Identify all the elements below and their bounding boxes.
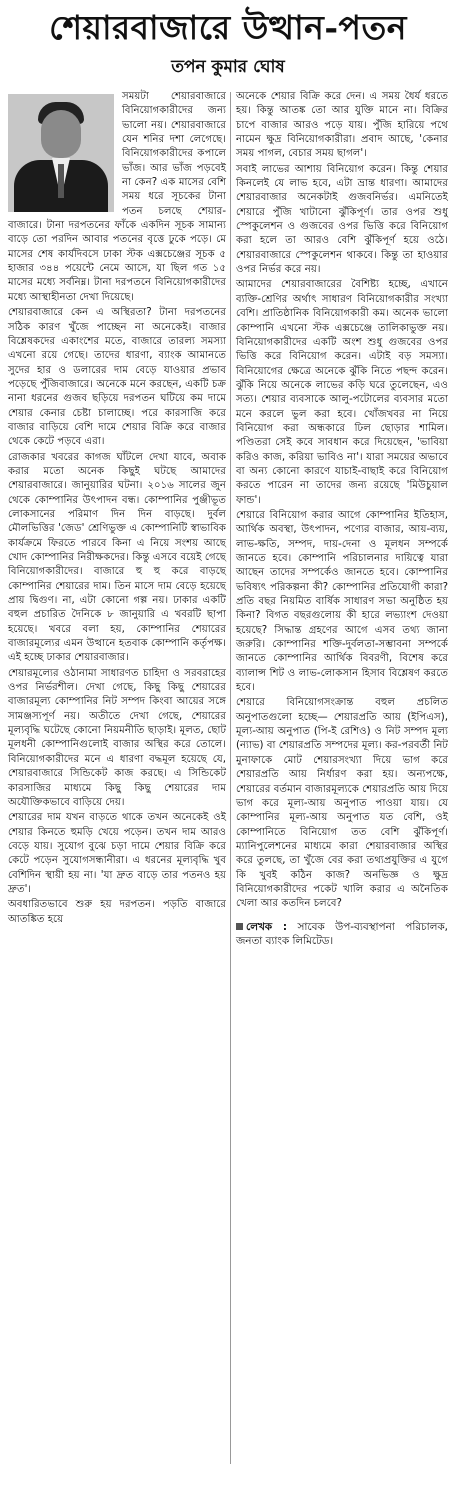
paragraph: অনেকে শেয়ার বিক্রি করে দেন। এ সময় ধৈর্য ধরতে হয়। কিন্তু আতঙ্ক তো আর যুক্তি মানে না। বিক্রির চাপে বাজার আরও পড়ে যায়। পুঁজি হারিয়ে পথে নামেন ক্ষুদ্র বিনিয়োগকারীরা। প্রবাদ আছে, 'কেনার সময় পাগল, বেচার সময় ছাগল'। [236, 91, 448, 160]
paragraph: শেয়ারের দাম যখন বাড়তে থাকে তখন অনেকেই ওই শেয়ার কিনতে হুমড়ি খেয়ে পড়েন। তখন দাম আরও বেড়ে যায়। সুযোগ বুঝে চড়া দামে শেয়ার বিক্রি করে কেটে পড়েন সুযোগসন্ধানীরা। এ ধরনের মূল্যবৃদ্ধি খুব বেশিদিন স্থায়ী হয় না। 'যা দ্রুত বাড়ে তার পতনও হয় দ্রুত'। [8, 812, 226, 895]
column-right [236, 90, 448, 948]
author-title: সাবেক উপ-ব্যবস্থাপনা পরিচালক, জনতা ব্যাংক লিমিটেড। [236, 920, 448, 947]
paragraph: শেয়ারে বিনিয়োগ করার আগে কোম্পানির ইতিহাস, আর্থিক অবস্থা, উৎপাদন, পণ্যের বাজার, আয়-ব্যয়, লাভ-ক্ষতি, সম্পদ, দায়-দেনা ও মূলধন সম্পর্কে জানতে হবে। কোম্পানি পরিচালনার দায়িত্বে যারা আছেন তাদের সম্পর্কেও জানতে হবে। কোম্পানির ভবিষ্যৎ পরিকল্পনা কী? কোম্পানির প্রতিযোগী কারা? প্রতি বছর নিয়মিত বার্ষিক সাধারণ সভা অনুষ্ঠিত হয় কিনা? বিগত বছরগুলোয় কী হারে লভ্যাংশ দেওয়া হয়েছে? সিদ্ধান্ত গ্রহণের আগে এসব তথ্য জানা জরুরি। কোম্পানির শক্তি-দুর্বলতা-সম্ভাবনা সম্পর্কে জানতে কোম্পানির আর্থিক বিবরণী, বিশেষ করে ব্যালান্স শিট ও লাভ-লোকসান হিসাব বিশ্লেষণ করতে হবে। [236, 509, 448, 694]
author-photo [8, 94, 114, 212]
paragraph: অবধারিতভাবে শুরু হয় দরপতন। পড়তি বাজারে আতঙ্কিত হয়ে [8, 899, 226, 925]
paragraph: সময়টা শেয়ারবাজারে বিনিয়োগকারীদের জন্য ভালো নয়। শেয়ারবাজারে যেন শনির দশা লেগেছে। বিনিয়োগকারীদের কপালে ভাঁজ। আর ভাঁজ পড়বেই না কেন? এক মাসের বেশি সময় ধরে সূচকের টানা পতন চলছে শেয়ার-বাজারে। টানা দরপতনের ফাঁকে একদিন সূচক সামান্য বাড়ে তো পরদিন আবার পতনের বৃত্তে ঢুকে পড়ে। মে মাসের শেষ কার্যদিবসে ঢাকা স্টক এক্সচেঞ্জের সূচক ৫ হাজার ৩৪৪ পয়েন্টে নেমে আসে, যা ছিল গত ১৫ মাসের মধ্যে সর্বনিম্ন। টানা দরপতনে বিনিয়োগকারীদের মধ্যে আস্থাহীনতা দেখা দিয়েছে। [8, 91, 226, 303]
paragraph: শেয়ারে বিনিয়োগসংক্রান্ত বহুল প্রচলিত অনুপাতগুলো হচ্ছে— শেয়ারপ্রতি আয় (ইপিএস), মূল্য-আয় অনুপাত (পি-ই রেশিও) ও নিট সম্পদ মূল্য (ন্যাভ) বা শেয়ারপ্রতি সম্পদের মূল্য। কর-পরবর্তী নিট মুনাফাকে মোট শেয়ারসংখ্যা দিয়ে ভাগ করে শেয়ারপ্রতি আয় নির্ধারণ করা হয়। অন্যপক্ষে, শেয়ারের বর্তমান বাজারমূল্যকে শেয়ারপ্রতি আয় দিয়ে ভাগ করে মূল্য-আয় অনুপাত পাওয়া যায়। যে কোম্পানির মূল্য-আয় অনুপাত যত বেশি, ওই কোম্পানিতে বিনিয়োগ তত বেশি ঝুঁকিপূর্ণ। ম্যানিপুলেশনের মাধ্যমে কারা শেয়ারবাজার অস্থির করে তুলছে, তা খুঁজে বের করা তথ্যপ্রযুক্তির এ যুগে কি খুবই কঠিন কাজ? অনভিজ্ঞ ও ক্ষুদ্র বিনিয়োগকারীদের পকেট খালি করার এ অনৈতিক খেলা আর কতদিন চলবে? [236, 697, 448, 910]
column-left [8, 90, 226, 928]
headline: শেয়ারবাজারে উত্থান-পতন [49, 8, 407, 47]
paragraph: শেয়ারবাজারে কেন এ অস্থিরতা? টানা দরপতনের সঠিক কারণ খুঁজে পাচ্ছেন না অনেকেই। বাজার বিশ্লেষকদের একাংশের মতে, বাজারে তারল্য সমস্যা এখনো রয়ে গেছে। তাদের ধারণা, ব্যাংক আমানতে সুদের হার ও ডলারের দাম বেড়ে যাওয়ার প্রভাব পড়েছে পুঁজিবাজারে। অনেকে মনে করছেন, একটি চক্র নানা ধরনের গুজব ছড়িয়ে দরপতন ঘটিয়ে কম দামে শেয়ার কেনার চেষ্টা চালাচ্ছে। পরে কারসাজি করে বাজার বাড়িয়ে বেশি দামে শেয়ার বিক্রি করে বাজার থেকে কেটে পড়বে এরা। [8, 307, 226, 448]
square-bullet-icon [236, 923, 243, 930]
paragraph: সবাই লাভের আশায় বিনিয়োগ করেন। কিন্তু শেয়ার কিনলেই যে লাভ হবে, এটা ভ্রান্ত ধারণা। আমাদের শেয়ারবাজার অনেকটাই গুজবনির্ভর। এমনিতেই শেয়ারে পুঁজি খাটানো ঝুঁকিপূর্ণ। তার ওপর শুধু স্পেকুলেশন ও গুজবের ওপর ভিত্তি করে বিনিয়োগ করা হলে তা আরও বেশি ঝুঁকিপূর্ণ হয়ে ওঠে। শেয়ারবাজারে স্পেকুলেশন থাকবে। কিন্তু তা হাওয়ার ওপর নির্ভর করে নয়। [236, 163, 448, 276]
author-label: লেখক : [246, 920, 288, 933]
author-note [236, 920, 448, 949]
paragraph: রোজকার খবরের কাগজ ঘাঁটলে দেখা যাবে, অবাক করার মতো অনেক কিছুই ঘটছে আমাদের শেয়ারবাজারে। জানুয়ারির ঘটনা। ২০১৬ সালের জুন থেকে কোম্পানির উৎপাদন বন্ধ। কোম্পানির পুঞ্জীভূত লোকসানের পরিমাণ দিন দিন বাড়ছে। দুর্বল মৌলভিত্তির 'জেড' শ্রেণিভুক্ত এ কোম্পানিটি স্বাভাবিক কার্যক্রমে ফিরতে পারবে কিনা এ নিয়ে সংশয় আছে খোদ কোম্পানির নিরীক্ষকদের। কিন্তু এসবে বয়েই গেছে বিনিয়োগকারীদের। বাজারে হু হু করে বাড়ছে কোম্পানির শেয়ারের দাম। তিন মাসে দাম বেড়ে হয়েছে প্রায় দ্বিগুণ। না, এটা কোনো গল্প নয়। ঢাকার একটি বহুল প্রচারিত দৈনিকে ৮ জানুয়ারি এ খবরটি ছাপা হয়েছে। খবরে বলা হয়, কোম্পানির শেয়ারের বাজারমূল্যের এমন উত্থানে হতবাক কোম্পানি কর্তৃপক্ষ। এই হচ্ছে ঢাকার শেয়ারবাজার। [8, 451, 226, 664]
byline: তপন কুমার ঘোষ [171, 57, 285, 77]
paragraph: শেয়ারমূল্যের ওঠানামা সাধারণত চাহিদা ও সরবরাহের ওপর নির্ভরশীল। দেখা গেছে, কিছু কিছু শেয়ারের বাজারমূল্য কোম্পানির নিট সম্পদ কিংবা আয়ের সঙ্গে সামঞ্জস্যপূর্ণ নয়। অতীতে দেখা গেছে, শেয়ারের মূল্যবৃদ্ধি ঘটেছে কোনো নিয়মনীতি ছাড়াই। মূলত, ছোট মূলধনী কোম্পানিগুলোই বাজার অস্থির করে তোলে। বিনিয়োগকারীদের মনে এ ধারণা বদ্ধমূল হয়েছে যে, শেয়ারবাজারে সিন্ডিকেট কাজ করছে। এ সিন্ডিকেট কারসাজির মাধ্যমে কিছু কিছু শেয়ারের দাম অযৌক্তিকভাবে বাড়িয়ে দেয়। [8, 667, 226, 808]
paragraph: আমাদের শেয়ারবাজারের বৈশিষ্ট্য হচ্ছে, এখানে ব্যক্তি-শ্রেণির অর্থাৎ সাধারণ বিনিয়োগকারীর সংখ্যা বেশি। প্রাতিষ্ঠানিক বিনিয়োগকারী কম। অনেক ভালো কোম্পানি এখনো স্টক এক্সচেঞ্জে তালিকাভুক্ত নয়। বিনিয়োগকারীদের একটি অংশ শুধু গুজবের ওপর ভিত্তি করে বিনিয়োগ করেন। এটাই বড় সমস্যা। বিনিয়োগের ক্ষেত্রে অনেকে ঝুঁকি নিতে পছন্দ করেন। ঝুঁকি নিয়ে অনেকে লাভের কড়ি ঘরে তুলেছেন, এও সত্য। শেয়ার ব্যবসাকে আলু-পটোলের ব্যবসার মতো মনে করলে ভুল করা হবে। খোঁজখবর না নিয়ে বিনিয়োগ করা অন্ধকারে ঢিল ছোড়ার শামিল। পণ্ডিতরা সেই কবে সাবধান করে দিয়েছেন, 'ভাবিয়া করিও কাজ, করিয়া ভাবিও না'। যারা সময়ের অভাবে বা অন্য কোনো কারণে যাচাই-বাছাই করে বিনিয়োগ করতে পারেন না তাদের জন্য রয়েছে 'মিউচুয়াল ফান্ড'। [236, 279, 448, 506]
column-divider [230, 92, 231, 1464]
